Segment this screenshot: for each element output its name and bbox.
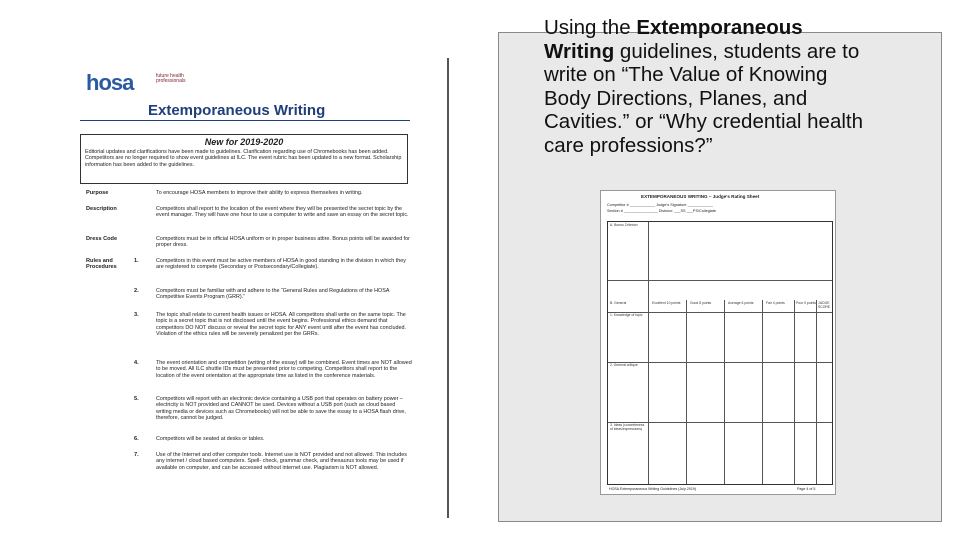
row-label: 3. Ideas (concreteness of ideas/expressions) — [610, 423, 645, 431]
column-header: Poor 0 points — [796, 301, 816, 305]
new-for-text: Editorial updates and clarifications have been made to guidelines. Clarification regarding use of Chromebooks has been added. Competitors are no longer required to show event guidelines at ILC. The event rubric has been updated to a new format. Scholarship information has been added to the guidelines. — [85, 149, 402, 168]
rule-number: 7. — [134, 452, 139, 458]
grid-line — [724, 300, 725, 484]
description-text: Competitors shall report to the location of the event where they will be presented the secret topic by the event manager. They will have one hour to use a computer to write and save an essay on the secret topic. — [156, 206, 409, 219]
rating-grid — [607, 221, 833, 485]
rule-text: The event orientation and competition (writing of the essay) will be combined. Event times are NOT allowed to be moved. All ILC shuttle IDs must be presented prior to competing. Competitors shall report to the location of the event orientation at the appropriate time as listed in the conference materials. — [156, 360, 412, 379]
rule-text: Competitors in this event must be active members of HOSA in good standing in the division in which they are registered to compete (Secondary or Postsecondary/Collegiate). — [156, 258, 406, 271]
row-label: B. General — [610, 301, 627, 305]
rule-text: Use of the Internet and other computer tools. Internet use is NOT provided and not allowed. This includes any internet / cloud based computers. Spell- check, grammar check, and thesaurus tools may be used if available on computer, and can be accessed without internet use. Plagiarism is NOT allowed. — [156, 452, 407, 471]
grid-line — [794, 300, 795, 484]
new-for-title: New for 2019-2020 — [204, 137, 284, 147]
rating-sheet-title: EXTEMPORANEOUS WRITING – Judge's Rating Sheet — [641, 194, 760, 199]
column-header: Average 6 points — [728, 301, 754, 305]
column-header: JUDGE SCORE — [818, 301, 831, 309]
row-label: 1. Knowledge of topic — [610, 313, 643, 317]
rule-number: 4. — [134, 360, 139, 366]
vertical-divider — [447, 58, 449, 518]
grid-line — [608, 362, 832, 363]
caption-text-1: Using the — [544, 16, 637, 39]
grid-line — [762, 300, 763, 484]
grid-line — [648, 222, 649, 484]
rating-sheet-meta: Competitor # ____________ Judge's Signature ____________ — [607, 203, 713, 207]
rule-number: 3. — [134, 312, 139, 318]
column-header: Good 8 points — [690, 301, 712, 305]
rule-number: 2. — [134, 288, 139, 294]
caption-text-2: guidelines, students are to write on “The Value of Knowing Body Directions, Planes, and Cavities.” or “Why credential health care professions?” — [544, 39, 864, 157]
column-header: Excellent 10 points — [652, 301, 681, 305]
caption-bold: Extemporaneous Writing — [544, 16, 803, 63]
row-label: 2. General critique — [610, 363, 638, 367]
rule-text: The topic shall relate to current health issues or HOSA. All competitors shall write on the same topic. The topic is a secret topic that is not disclosed until the event begins. Professional ethics demand that competitors DO NOT discuss or reveal the secret topic for ANY event until after the event has concluded. Violation of the ethics rules will be severely penalized per the GRRs. — [156, 312, 406, 338]
guidelines-page — [80, 62, 416, 514]
description-label: Description — [86, 206, 117, 212]
rating-sheet-meta: Section # ________________ Division: ___SS ___PS/Collegiate — [607, 209, 716, 213]
rating-sheet-footer: HOSA Extemporaneous Writing Guidelines (July 2019) — [609, 487, 697, 491]
rule-number: 6. — [134, 436, 139, 442]
rule-text: Competitors must be familiar with and adhere to the “General Rules and Regulations of the HOSA Competitive Events Program (GRR).” — [156, 288, 390, 301]
title-rule — [80, 120, 410, 121]
rules-label: Rules and Procedures — [86, 258, 117, 271]
rating-sheet-page: Page 4 of 5 — [797, 487, 816, 491]
section-a-label: A. Bonus Criterion — [610, 223, 638, 227]
hosa-logo: hosa future health professionals — [86, 70, 186, 95]
slide-caption — [544, 16, 874, 194]
dress-code-label: Dress Code — [86, 236, 118, 242]
purpose-label: Purpose — [86, 190, 109, 196]
grid-line — [686, 300, 687, 484]
dress-code-text: Competitors must be in official HOSA uniform or in proper business attire. Bonus points will be awarded for proper dress. — [156, 236, 410, 249]
judges-rating-sheet — [600, 190, 836, 495]
document-title: Extemporaneous Writing — [148, 102, 326, 119]
new-for-box — [80, 134, 408, 184]
rule-text: Competitors will report with an electronic device containing a USB port that operates on battery power – electricity is NOT provided and CANNOT be used. Devices without a USB port (such as cloud based writing media or devices such as Chromebooks) will not be able to save the essay to a HOSA flash drive, therefore, cannot be judged. — [156, 396, 406, 422]
rule-text: Competitors will be seated at desks or tables. — [156, 436, 265, 442]
column-header: Fair 4 points — [766, 301, 785, 305]
rule-number: 5. — [134, 396, 139, 402]
purpose-text: To encourage HOSA members to improve their ability to express themselves in writing. — [156, 190, 363, 196]
rule-number: 1. — [134, 258, 139, 264]
grid-line — [816, 300, 817, 484]
grid-line — [608, 280, 832, 281]
